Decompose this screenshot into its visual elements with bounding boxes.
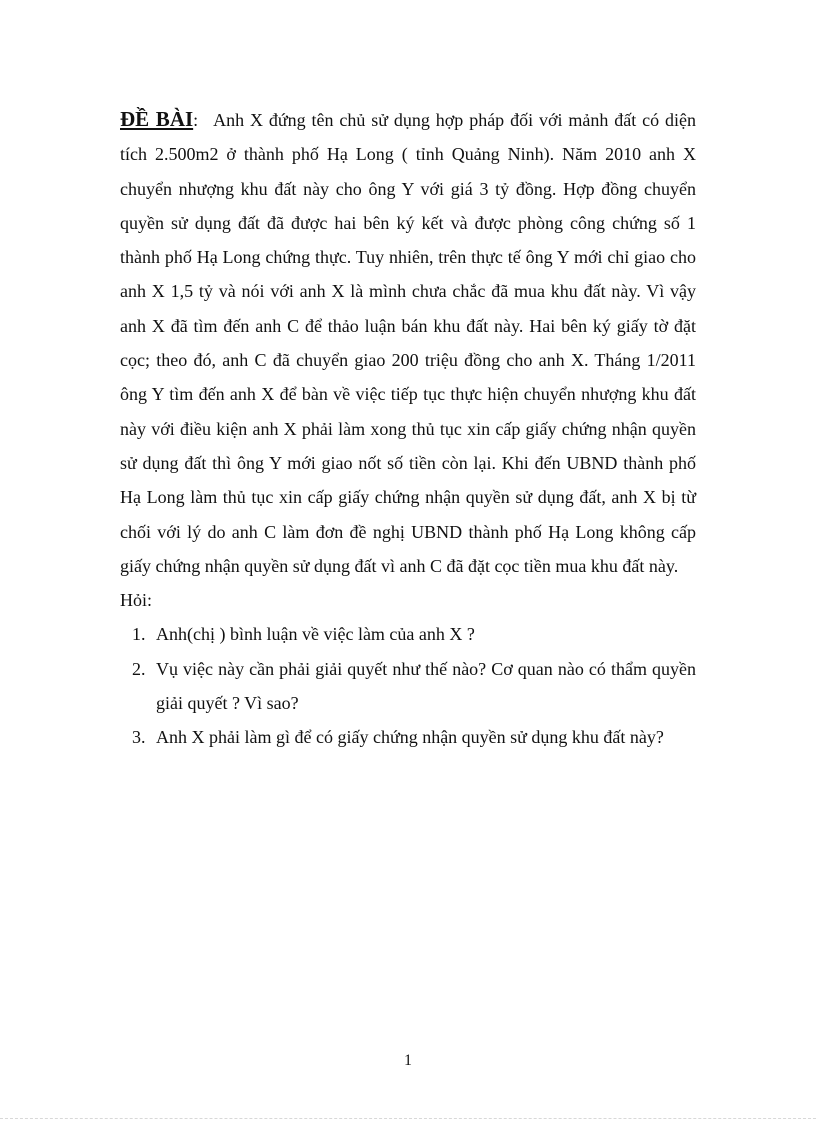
- question-item: [120, 720, 696, 754]
- problem-paragraph: [120, 102, 696, 583]
- question-number: 2.: [132, 658, 146, 679]
- question-text: Anh(chị ) bình luận về việc làm của anh X ?: [156, 624, 475, 645]
- problem-text: Anh X đứng tên chủ sử dụng hợp pháp đối với mảnh đất có diện tích 2.500m2 ở thành phố Hạ Long ( tỉnh Quảng Ninh). Năm 2010 anh X chuyển nhượng khu đất này cho ông Y với giá 3 tỷ đồng. Hợp đồng chuyển quyền sử dụng đất đã được hai bên ký kết và được phòng công chứng số 1 thành phố Hạ Long chứng thực. Tuy nhiên, trên thực tế ông Y mới chỉ giao cho anh X 1,5 tỷ và nói với anh X là mình chưa chắc đã mua khu đất này. Vì vậy anh X đã tìm đến anh C để thảo luận bán khu đất này. Hai bên ký giấy tờ đặt cọc; theo đó, anh C đã chuyển giao 200 triệu đồng cho anh X. Tháng 1/2011 ông Y tìm đến anh X để bàn về việc tiếp tục thực hiện chuyển nhượng khu đất này với điều kiện anh X phải làm xong thủ tục xin cấp giấy chứng nhận quyền sử dụng đất thì ông Y mới giao nốt số tiền còn lại. Khi đến UBND thành phố Hạ Long làm thủ tục xin cấp giấy chứng nhận quyền sử dụng đất, anh X bị từ chối với lý do anh C làm đơn đề nghị UBND thành phố Hạ Long không cấp giấy chứng nhận quyền sử dụng đất vì anh C đã đặt cọc tiền mua khu đất này.: [120, 110, 696, 576]
- question-text: Vụ việc này cần phải giải quyết như thế nào? Cơ quan nào có thẩm quyền giải quyết ? Vì sao?: [156, 658, 696, 714]
- heading-colon: :: [193, 110, 199, 130]
- question-list: [120, 617, 696, 754]
- page-number: 1: [404, 1052, 412, 1069]
- question-item: [120, 617, 696, 651]
- question-text: Anh X phải làm gì để có giấy chứng nhận quyền sử dụng khu đất này?: [156, 727, 664, 748]
- question-number: 3.: [132, 727, 146, 748]
- page-edge-divider: [0, 1118, 816, 1119]
- document-content: [120, 102, 696, 755]
- document-heading: ĐỀ BÀI: [120, 107, 194, 131]
- question-number: 1.: [132, 624, 146, 645]
- question-label: Hỏi:: [120, 590, 153, 611]
- question-item: [120, 652, 696, 721]
